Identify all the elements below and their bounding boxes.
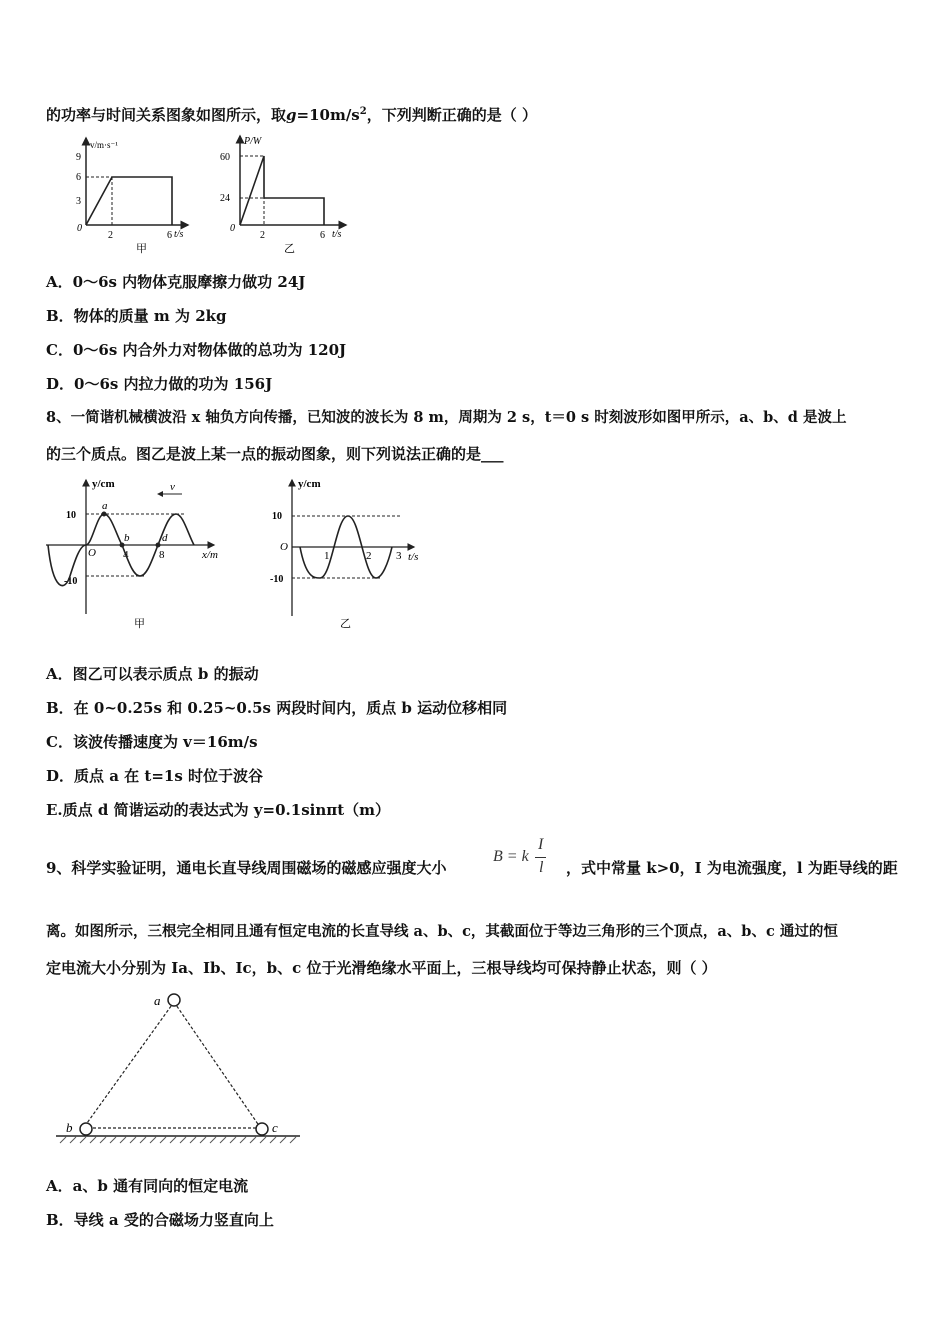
formula-fraction-bar [535,857,546,858]
q9-wire-triangle-figure [50,990,310,1150]
y-axis-label: y/cm [298,478,321,490]
point-a-label: a [102,500,108,512]
y-tick-neg10: -10 [64,576,78,587]
q8-option-b[interactable]: B．在 0~0.25s 和 0.25~0.5s 两段时间内，质点 b 运动位移相同 [46,699,508,717]
q7-option-c[interactable]: C．0～6s 内合外力对物体做的总功为 120J [46,341,347,359]
figure-caption: 乙 [340,618,351,630]
y-axis-label: y/cm [92,478,115,490]
y-tick-9: 9 [76,152,81,163]
formula-numerator: I [538,836,544,853]
wire-a [168,994,180,1006]
origin-label: O [88,547,96,559]
y-tick-10: 10 [66,510,76,521]
q7-graph-velocity [60,130,200,255]
q8-graph-oscillation [268,474,438,634]
wave-curve [48,514,194,586]
q9-formula [493,836,553,880]
figure-caption: 甲 [136,243,147,255]
q7-graph-power [218,130,358,255]
x-tick-2: 2 [366,550,372,562]
x-axis-label: t/s [332,229,342,240]
point-a [102,512,107,517]
q9-stem-line3: 定电流大小分别为 Ia、Ib、Ic，b、c 位于光滑绝缘水平面上，三根导线均可保持静止状态，则（ ） [46,959,717,977]
y-tick-neg10: -10 [270,574,284,585]
figure-caption: 甲 [134,618,145,630]
point-d [156,543,161,548]
wire-b [80,1123,92,1135]
y-tick-3: 3 [76,196,81,207]
origin-label: O [280,541,288,553]
velocity-label: v [170,481,175,493]
x-tick-2: 2 [108,230,113,241]
x-tick-1: 1 [324,550,330,562]
q7-option-b[interactable]: B．物体的质量 m 为 2kg [46,307,227,325]
triangle-side-ac [174,1002,262,1130]
formula-lhs: B = k [493,848,529,865]
y-tick-6: 6 [76,172,81,183]
q9-option-a[interactable]: A．a、b 通有同向的恒定电流 [46,1177,249,1195]
figure-caption: 乙 [284,243,295,255]
velocity-curve [86,177,172,225]
q8-stem-line2: 的三个质点。图乙是波上某一点的振动图象，则下列说法正确的是___ [46,445,504,463]
power-curve [240,156,324,225]
point-d-label: d [162,532,168,544]
x-tick-6: 6 [167,230,172,241]
x-tick-6: 6 [320,230,325,241]
x-tick-2: 2 [260,230,265,241]
q8-option-a[interactable]: A．图乙可以表示质点 b 的振动 [46,665,259,683]
x-tick-4: 4 [123,549,129,561]
point-b-label: b [124,532,130,544]
x-axis-label: t/s [408,551,419,563]
y-axis-label: v/m·s⁻¹ [90,140,118,150]
wire-c [256,1123,268,1135]
origin-label: 0 [230,223,235,234]
formula-denominator: l [539,859,544,876]
y-tick-10: 10 [272,511,282,522]
q8-stem-line1: 8、一简谐机械横波沿 x 轴负方向传播，已知波的波长为 8 m，周期为 2 s，t＝0 s 时刻波形如图甲所示，a、b、d 是波上 [46,409,847,426]
y-tick-24: 24 [220,193,230,204]
q8-graph-waveform [44,474,234,634]
q8-option-d[interactable]: D．质点 a 在 t=1s 时位于波谷 [46,767,263,785]
q7-option-d[interactable]: D．0～6s 内拉力做的功为 156J [46,375,273,393]
origin-label: 0 [77,223,82,234]
x-axis-label: t/s [174,229,184,240]
q9-stem-post: ，式中常量 k>0，I 为电流强度，l 为距导线的距 [566,859,898,877]
q7-option-a[interactable]: A．0～6s 内物体克服摩擦力做功 24J [46,273,306,291]
triangle-side-ab [82,1002,174,1130]
x-tick-8: 8 [159,549,165,561]
q9-option-b[interactable]: B．导线 a 受的合磁场力竖直向上 [46,1211,274,1229]
x-tick-3: 3 [396,550,402,562]
q7-stem: 的功率与时间关系图象如图所示，取$g=10m/s^2$，下列判断正确的是（ ） [46,106,537,124]
y-tick-60: 60 [220,152,230,163]
wire-c-label: c [272,1120,278,1135]
q8-option-c[interactable]: C．该波传播速度为 v＝16m/s [46,733,258,751]
wire-b-label: b [66,1120,73,1135]
y-axis-label: P/W [244,136,262,147]
x-axis-label: x/m [202,549,218,561]
ground-hatching [60,1137,296,1143]
q9-stem-pre: 9、科学实验证明，通电长直导线周围磁场的磁感应强度大小 [46,859,447,877]
q8-option-e[interactable]: E.质点 d 简谐运动的表达式为 y=0.1sinπt（m） [46,801,391,819]
q9-stem-line2: 离。如图所示，三根完全相同且通有恒定电流的长直导线 a、b、c，其截面位于等边三角形的三个顶点，a、b、c 通过的恒 [46,923,838,940]
wire-a-label: a [154,993,161,1008]
